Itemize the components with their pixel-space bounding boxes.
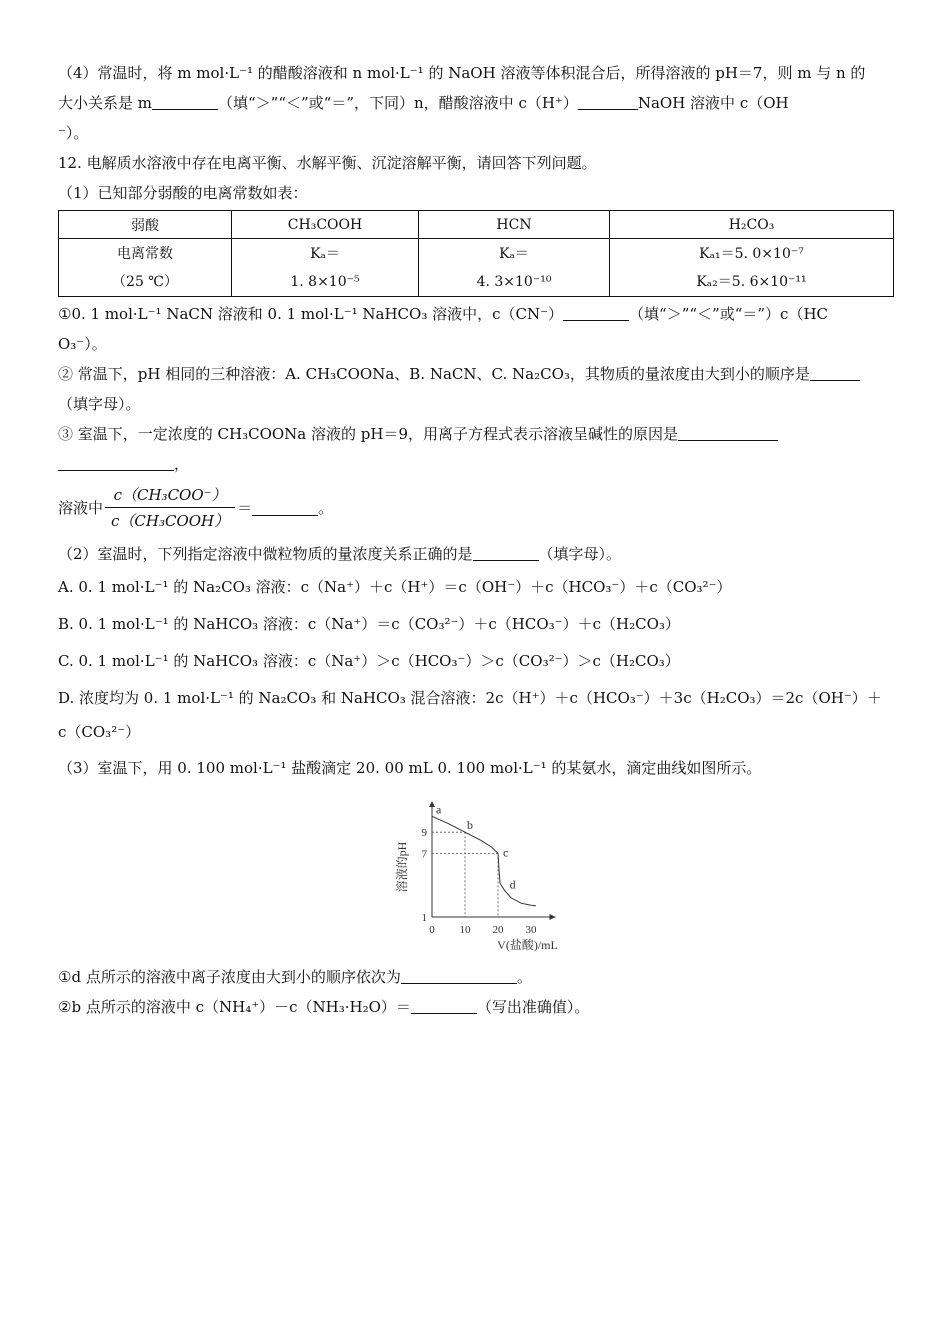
q4-line2 (58, 88, 894, 118)
titration-curve (432, 816, 536, 906)
row-label-2: （25 ℃） (112, 273, 178, 290)
ka2-value: Kₐ₂＝5. 6×10⁻¹¹ (696, 273, 807, 290)
table-header: 弱酸 (59, 211, 232, 239)
p3-sub2 (58, 992, 894, 1022)
x-tick-label: 30 (525, 924, 537, 936)
answer-blank[interactable] (401, 967, 517, 984)
sub1-text-b: （填“＞”“＜”或“＝”）c（HC (629, 305, 829, 323)
ratio-denominator: c（CH₃COOH） (111, 511, 230, 530)
sub3-line (58, 419, 894, 449)
row-label-1: 电离常数 (117, 245, 173, 262)
table-cell (419, 239, 610, 297)
x-axis-label: V(盐酸)/mL (497, 938, 558, 952)
option-d: D. 浓度均为 0. 1 mol·L⁻¹ 的 Na₂CO₃ 和 NaHCO₃ 混合溶液：2c（H⁺）＋c（HCO₃⁻）＋3c（H₂CO₃）＝2c（OH⁻）＋ (58, 689, 882, 707)
y-tick-label: 9 (421, 827, 427, 840)
q12-p1-intro: （1）已知部分弱酸的电离常数如表： (58, 184, 308, 202)
q4-line2c: NaOH 溶液中 c（OH (637, 94, 789, 112)
x-tick-label: 0 (429, 924, 435, 936)
table-header: HCN (419, 211, 610, 239)
sub2-line2: （填字母）。 (58, 395, 141, 413)
y-axis-arrow (429, 801, 435, 807)
q4-line3: ⁻）。 (58, 124, 89, 142)
table-header: H₂CO₃ (610, 211, 894, 239)
x-tick-label: 20 (492, 924, 504, 936)
p3-sub2-text-b: （写出准确值）。 (476, 998, 590, 1016)
q4-line2a: 大小关系是 m (58, 94, 152, 112)
sub3-text-a: ③ 室温下，一定浓度的 CH₃COONa 溶液的 pH＝9，用离子方程式表示溶液呈碱性的原因是 (58, 425, 679, 443)
sub1-text-a: ①0. 1 mol·L⁻¹ NaCN 溶液和 0. 1 mol·L⁻¹ NaHCO₃ 溶液中，c（CN⁻） (58, 305, 564, 323)
answer-blank[interactable] (810, 364, 860, 381)
ratio-prefix: 溶液中 (58, 498, 104, 517)
option-c: C. 0. 1 mol·L⁻¹ 的 NaHCO₃ 溶液：c（Na⁺）＞c（HCO₃⁻）＞c（CO₃²⁻）＞c（H₂CO₃） (58, 652, 680, 670)
option-d-cont: c（CO₃²⁻） (58, 723, 141, 741)
ratio-line (58, 479, 894, 535)
p3-sub1 (58, 962, 894, 992)
sub2-text-a: ② 常温下，pH 相同的三种溶液：A. CH₃COONa、B. NaCN、C. Na₂CO₃，其物质的量浓度由大到小的顺序是 (58, 365, 810, 383)
sub3-text-b: ， (174, 455, 190, 473)
ka-value: 1. 8×10⁻⁵ (290, 273, 360, 290)
answer-blank[interactable] (563, 304, 629, 321)
answer-blank[interactable] (578, 93, 638, 110)
titration-curve-svg (390, 797, 570, 957)
ionization-constant-table (58, 210, 894, 297)
ratio-numerator: c（CH₃COO⁻） (105, 484, 235, 508)
x-tick-label: 10 (459, 924, 471, 936)
answer-blank[interactable] (252, 499, 318, 516)
ka1-value: Kₐ₁＝5. 0×10⁻⁷ (699, 245, 804, 262)
p3-sub1-text-b: 。 (516, 968, 532, 986)
x-axis-arrow (550, 914, 556, 920)
table-cell (232, 239, 419, 297)
point-label-b: b (467, 818, 473, 833)
q4-line2b: （填“＞”“＜”或“＝”，下同）n，醋酸溶液中 c（H⁺） (218, 94, 578, 112)
y-tick-label: 1 (421, 912, 427, 924)
p3-sub2-text-a: ②b 点所示的溶液中 c（NH₄⁺）－c（NH₃·H₂O）＝ (58, 998, 411, 1016)
y-axis-label: 溶液的pH (395, 841, 409, 893)
answer-blank[interactable] (152, 93, 218, 110)
table-cell (610, 239, 894, 297)
ratio-end: 。 (318, 498, 334, 517)
titration-curve-chart (390, 797, 570, 957)
sub2-line (58, 359, 894, 389)
point-label-c: c (503, 845, 509, 860)
p2-text-a: （2）室温时，下列指定溶液中微粒物质的量浓度关系正确的是 (58, 545, 473, 563)
p3-sub1-text-a: ①d 点所示的溶液中离子浓度由大到小的顺序依次为 (58, 968, 401, 986)
answer-blank[interactable] (411, 997, 477, 1014)
ratio-fraction (105, 484, 235, 531)
sub1-line2: O₃⁻）。 (58, 335, 107, 353)
sub3-line2 (58, 449, 894, 479)
p2-text-b: （填字母）。 (538, 545, 622, 563)
sub1-line (58, 299, 894, 329)
table-cell (59, 239, 232, 297)
answer-blank[interactable] (473, 544, 539, 561)
point-label-a: a (436, 802, 442, 817)
p3-subquestions (58, 962, 894, 1022)
option-b: B. 0. 1 mol·L⁻¹ 的 NaHCO₃ 溶液：c（Na⁺）＝c（CO₃²⁻）＋c（HCO₃⁻）＋c（H₂CO₃） (58, 615, 680, 633)
answer-blank[interactable] (678, 424, 778, 441)
q4-line1: （4）常温时，将 m mol·L⁻¹ 的醋酸溶液和 n mol·L⁻¹ 的 NaOH 溶液等体积混合后，所得溶液的 pH＝7，则 m 与 n 的 (58, 64, 866, 82)
ratio-equals: ＝ (237, 498, 253, 517)
point-label-d: d (509, 877, 516, 892)
ka-value: 4. 3×10⁻¹⁰ (476, 273, 552, 290)
y-tick-label: 7 (421, 848, 427, 861)
ka-label: Kₐ＝ (310, 245, 340, 262)
option-a: A. 0. 1 mol·L⁻¹ 的 Na₂CO₃ 溶液：c（Na⁺）＋c（H⁺）＝c（OH⁻）＋c（HCO₃⁻）＋c（CO₃²⁻） (58, 578, 732, 596)
ka-label: Kₐ＝ (499, 245, 529, 262)
answer-blank[interactable] (58, 454, 174, 471)
p3-line: （3）室温下，用 0. 100 mol·L⁻¹ 盐酸滴定 20. 00 mL 0. 100 mol·L⁻¹ 的某氨水，滴定曲线如图所示。 (58, 759, 762, 777)
table-header: CH₃COOH (232, 211, 419, 239)
q12-title: 12. 电解质水溶液中存在电离平衡、水解平衡、沉淀溶解平衡，请回答下列问题。 (58, 154, 597, 172)
p2-line (58, 539, 894, 569)
